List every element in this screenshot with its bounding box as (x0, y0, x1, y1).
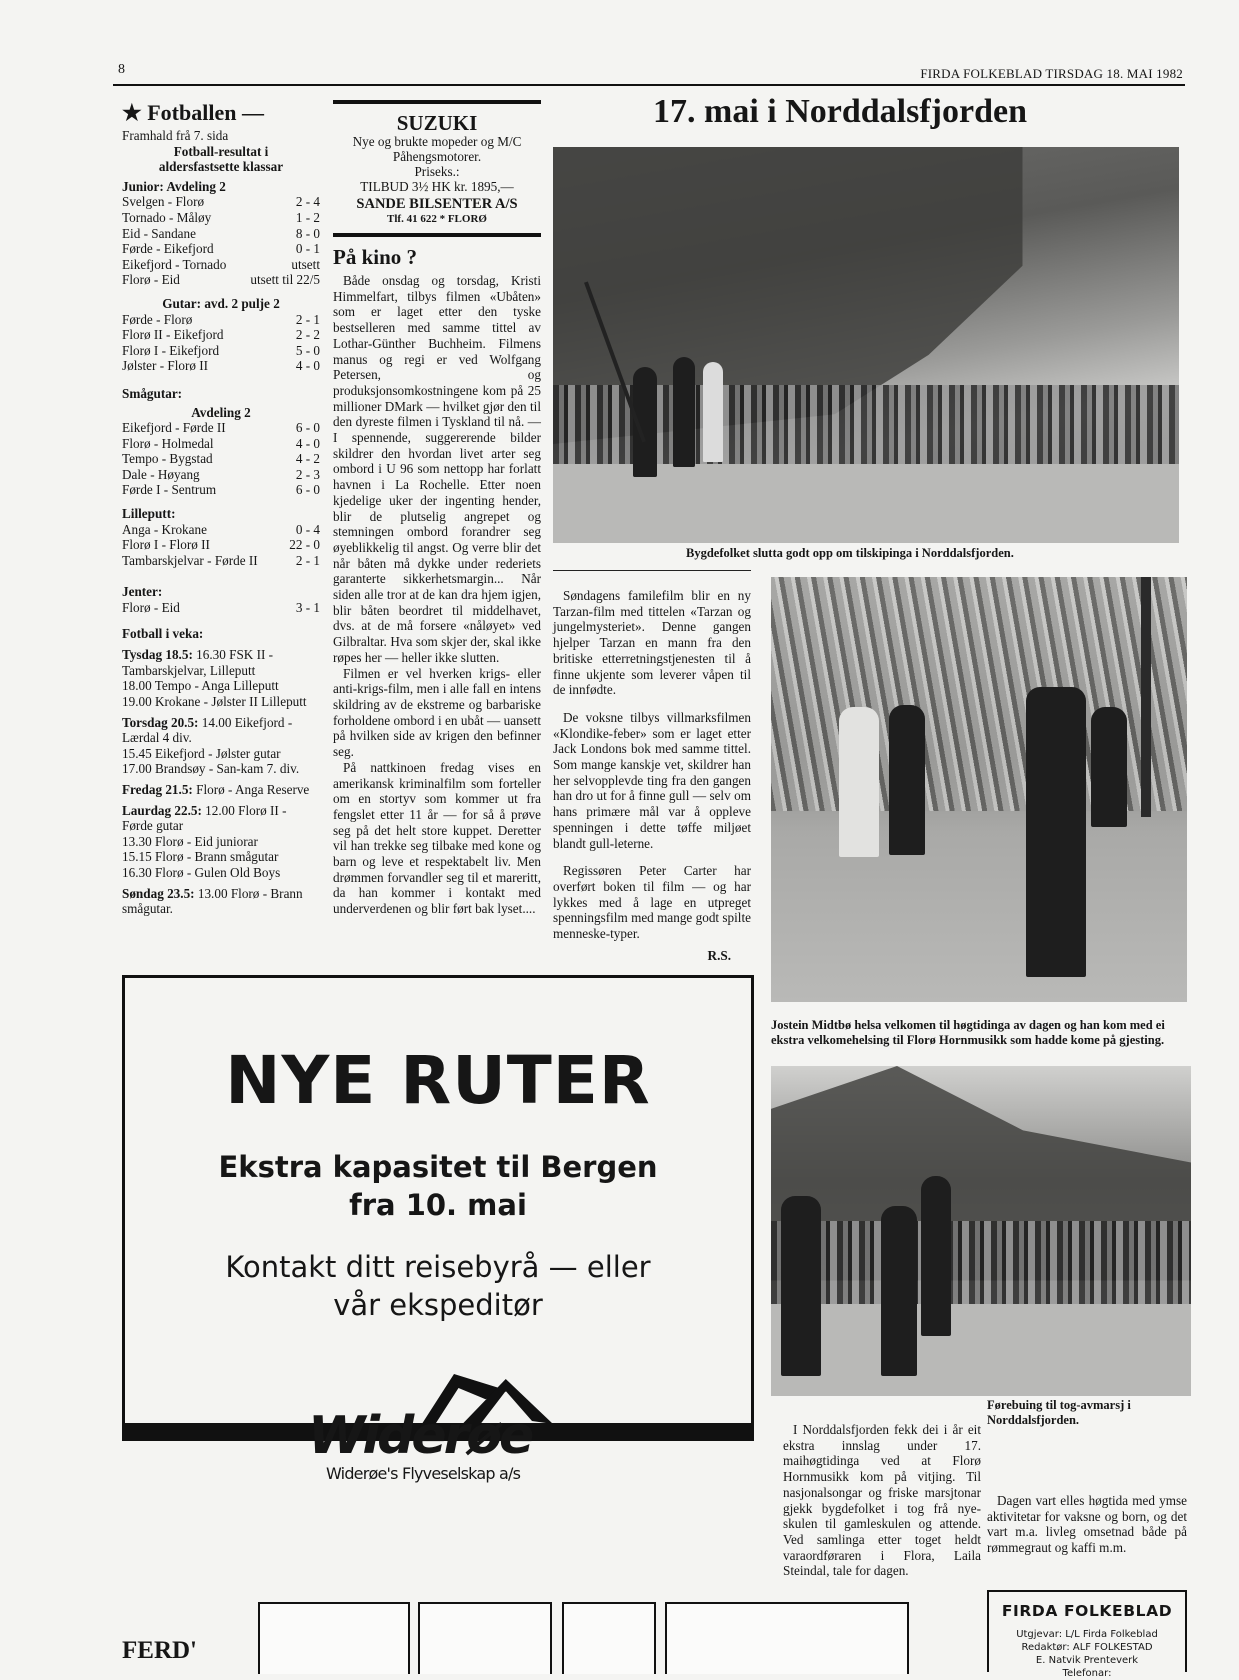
suzuki-line-3: Priseks.: (414, 164, 460, 179)
match-score: 8 - 0 (295, 225, 320, 241)
photo-caption-2: Jostein Midtbø helsa velkomen til høgtidinga av dagen og han kom med ei ekstra velkomehelsing til Florø Hornmusikk som hadde kome på gjesting. (771, 1018, 1165, 1047)
suzuki-ad (333, 100, 541, 237)
smagutar-subheading: Avdeling 2 (191, 404, 251, 420)
match-teams: Tempo - Bygstad (122, 451, 213, 467)
schedule-match: 19.00 Krokane - Jølster II Lilleputt (122, 694, 307, 709)
kino-title: På kino ? (333, 245, 418, 269)
match-score: 2 - 4 (295, 194, 320, 210)
match-score: 4 - 0 (295, 435, 320, 451)
comic-panel (258, 1602, 410, 1674)
match-teams: Eid - Sandane (122, 225, 196, 241)
match-score: 1 - 2 (295, 209, 320, 225)
continued-note: Framhald frå 7. sida (122, 128, 229, 143)
schedule-day (122, 886, 320, 917)
match-score: 4 - 0 (295, 358, 320, 374)
ad-line-3: Kontakt ditt reisebyrå — eller (225, 1250, 651, 1284)
comic-panel (665, 1602, 909, 1674)
mai17-paragraph: Dagen vart elles høgtida med ymse aktivitetar for vaksne og born, og det vart m.a. livleg omsetnad både på rømmegraut og kaffi m.m. (987, 1493, 1187, 1556)
mai17-article-continued (987, 1493, 1187, 1556)
schedule-match: 15.15 Florø - Brann smågutar (122, 849, 279, 865)
schedule-date: Fredag 21.5: (122, 781, 193, 797)
kino-article (333, 245, 541, 917)
result-row (122, 257, 320, 273)
match-score: 4 - 2 (295, 451, 320, 467)
result-row (122, 420, 320, 436)
header-rule (113, 84, 1185, 86)
results-subtitle-1: Fotball-resultat i (173, 143, 269, 159)
junior-heading: Junior: Avdeling 2 (122, 178, 226, 194)
wideroe-logo (298, 1374, 578, 1484)
result-row (122, 467, 320, 483)
match-teams: Florø I - Eikefjord (122, 342, 220, 358)
imprint-printer: E. Natvik Prenteverk (1035, 1655, 1139, 1666)
match-score: 3 - 1 (295, 600, 320, 616)
football-title: ★ Fotballen — (122, 100, 264, 125)
suzuki-phone: Tlf. 41 622 * FLORØ (387, 213, 487, 225)
ad-headline: NYE RUTER (225, 1042, 651, 1119)
match-teams: Florø I - Florø II (122, 537, 210, 553)
logo-company: Widerøe's Flyveselskap a/s (326, 1464, 521, 1483)
imprint-editor: Redaktør: ALF FOLKESTAD (1021, 1642, 1153, 1653)
mai17-headline: 17. mai i Norddalsfjorden (653, 93, 1027, 130)
match-score: 0 - 1 (295, 241, 320, 257)
schedule-text: 14.00 Eikefjord - Lærdal 4 div. (122, 714, 293, 746)
kino-paragraph: Filmen er vel hverken krigs- eller anti-krigs-film, men i alle fall en intens skildring av de ekstreme og barbariske forholdene ombord i en ubåt — uansett på hvilken side av krigen den befinner seg. (333, 665, 541, 760)
imprint-publisher: Utgjevar: L/L Firda Folkeblad (1016, 1629, 1158, 1640)
schedule-day (122, 647, 320, 709)
match-score: utsett (291, 256, 320, 272)
result-row (122, 553, 320, 569)
result-row (122, 272, 320, 288)
result-row (122, 226, 320, 242)
match-score: 22 - 0 (289, 537, 320, 553)
mai17-paragraph: I Norddalsfjorden fekk dei i år eit ekstra innslag under 17. maihøgtidinga ved at Florø Hornmusikk kom på vitjing. Til nasjonalsongar og friske marsjtonar gjekk bygdefolket i tog frå nye-skulen til gamleskulen og attende. Ved samlinga etter toget heldt varaordføraren i Flora, Laila Steindal, tale for dagen. (783, 1422, 981, 1579)
schedule-text: 16.30 FSK II - Tambarskjelvar, Lilleputt (122, 647, 274, 678)
result-row (122, 312, 320, 328)
schedule-match: 13.30 Florø - Eid juniorar (122, 833, 258, 849)
page-number: 8 (118, 62, 125, 77)
match-teams: Eikefjord - Tornado (122, 256, 227, 272)
match-teams: Jølster - Florø II (122, 358, 209, 374)
match-score: 5 - 0 (295, 342, 320, 358)
schedule-text: Florø - Anga Reserve (192, 781, 310, 797)
schedule-match: 17.00 Brandsøy - San-kam 7. div. (122, 761, 300, 777)
match-score: 2 - 1 (295, 311, 320, 327)
jenter-results (122, 600, 320, 616)
ad-line-2: fra 10. mai (349, 1188, 527, 1222)
week-heading: Fotball i veka: (122, 625, 204, 641)
gutar-heading: Gutar: avd. 2 pulje 2 (162, 295, 280, 311)
smagutar-heading: Smågutar: (122, 385, 183, 401)
match-score: 0 - 4 (295, 521, 320, 537)
ad-top-rule (333, 100, 541, 104)
match-score: 6 - 0 (295, 420, 320, 436)
match-score: 2 - 2 (295, 327, 320, 343)
match-teams: Florø - Eid (122, 272, 180, 288)
imprint-box (987, 1590, 1187, 1679)
kino-paragraph: Søndagens familefilm blir en ny Tarzan-film med tittelen «Tarzan og jungelmysteriet». Denne gangen hjelper Tarzan en mann fra den britiske etterretningstjenesten til å finne ukjente som leverer våpen til de innfødte. (553, 588, 751, 698)
match-score: 2 - 1 (295, 552, 320, 568)
schedule-match: 16.30 Florø - Gulen Old Boys (122, 864, 281, 880)
kino-paragraph: Både onsdag og torsdag, Kristi Himmelfart, tilbys filmen «Ubåten» som er laget etter den tyske bestselleren med samme tittel av Lothar-Günther Buchheim. Filmens manus og regi er ved Wolfgang Petersen, og produksjonsomkostningene kom på 25 millioner DMark — hvilket gjør den til den dyreste filmen i Tyskland til nå. — I spennende, suggererende bilder skildrer den hvordan livet arter seg ombord i U 96 som nettopp har forlatt havnen i La Rochelle. Etter noen kjedelige uker der ingenting hender, blir de plutselig angrepet og stemningen ombord forandrer seg øyeblikkelig til angst. Og verre blir det når båten må dykke under rederiets garanterte sikkerhetsmargin... Når siden alle tror at de kan dra hjem igjen, blir båten beordret til middelhavet, dvs. at de må forsere «nåløyet» ved Gilbraltar. Hva som skjer der, skal ikke røpes her — heller ikke slutten. (333, 273, 541, 665)
ad-line-4: vår ekspeditør (333, 1288, 543, 1322)
photo-caption-3: Førebuing til tog-avmarsj i Norddalsfjorden. (987, 1398, 1131, 1427)
schedule-date: Tysdag 18.5: (122, 647, 193, 663)
lilleputt-results (122, 522, 320, 569)
match-teams: Florø - Eid (122, 600, 180, 616)
week-schedule (122, 647, 320, 917)
match-score: 6 - 0 (295, 482, 320, 498)
kino-continued (553, 588, 751, 963)
kino-paragraph: De voksne tilbys villmarksfilmen «Klondike-feber» som er laget etter Jack Londons bok med samme tittel. Som mange kanskje vet, skildrer han her selvopplevde ting fra den gangen han dro ut for å finne gull — selv om hans primære mål var å oppleve spenningen i dette tøffe miljøet blandt gull-leterne. (553, 709, 751, 851)
schedule-day (122, 715, 320, 777)
mai17-article (783, 1422, 981, 1579)
match-teams: Eikefjord - Førde II (122, 420, 226, 436)
schedule-date: Laurdag 22.5: (122, 802, 202, 818)
match-teams: Tambarskjelvar - Førde II (122, 552, 258, 568)
football-column (122, 100, 320, 922)
speaker-photo (771, 577, 1187, 1002)
result-row (122, 358, 320, 374)
result-row (122, 482, 320, 498)
result-row (122, 241, 320, 257)
match-score: utsett til 22/5 (250, 272, 320, 288)
lilleputt-heading: Lilleputt: (122, 506, 176, 522)
kino-paragraph: På nattkinoen fredag vises en amerikansk kriminalfilm som forteller om en stortyv som kommer ut fra fengslet etter 11 år — for så å prøve seg på det helt store kuppet. Deretter vil han trekke seg tilbake med kone og barn og leve et respektabelt liv. Men drømmen forvandler seg til et mareritt, da han kommer i kontakt med underverdenen og blir ført bak lyset.... (333, 759, 541, 917)
comic-panel (562, 1602, 656, 1674)
column-rule (553, 570, 751, 571)
match-teams: Svelgen - Florø (122, 194, 205, 210)
match-teams: Florø - Holmedal (122, 435, 214, 451)
result-row (122, 210, 320, 226)
comic-title: FERD' (122, 1637, 197, 1664)
parade-photo (553, 147, 1179, 543)
match-teams: Førde - Florø (122, 311, 193, 327)
schedule-text: 12.00 Florø II - Førde gutar (122, 802, 287, 834)
imprint-name: FIRDA FOLKEBLAD (1001, 1602, 1173, 1620)
suzuki-brand: SUZUKI (396, 111, 478, 135)
kino-signature: R.S. (707, 947, 731, 963)
suzuki-line-1: Nye og brukte mopeder og M/C (352, 134, 522, 149)
match-teams: Tornado - Måløy (122, 209, 212, 225)
comic-panel (418, 1602, 552, 1674)
results-subtitle-2: aldersfastsette klassar (158, 159, 284, 175)
match-score: 2 - 3 (295, 466, 320, 482)
band-photo (771, 1066, 1191, 1396)
wideroe-ad (122, 975, 754, 1483)
result-row (122, 194, 320, 210)
suzuki-line-2: Påhengsmotorer. (392, 149, 482, 164)
match-teams: Dale - Høyang (122, 466, 200, 482)
photo-caption-1: Bygdefolket slutta godt opp om tilskipinga i Norddalsfjorden. (686, 546, 1014, 560)
masthead: FIRDA FOLKEBLAD TIRSDAG 18. MAI 1982 (920, 66, 1183, 81)
result-row (122, 327, 320, 343)
schedule-text: 13.00 Florø - Brann smågutar. (122, 885, 303, 917)
smagutar-results (122, 420, 320, 498)
result-row (122, 451, 320, 467)
schedule-date: Søndag 23.5: (122, 885, 195, 901)
jenter-heading: Jenter: (122, 584, 163, 600)
result-row (122, 537, 320, 553)
schedule-day (122, 782, 320, 798)
imprint-phone-label: Telefonar: (1062, 1668, 1112, 1679)
match-teams: Førde - Eikefjord (122, 241, 214, 257)
result-row (122, 436, 320, 452)
match-teams: Førde I - Sentrum (122, 482, 217, 498)
result-row (122, 600, 320, 616)
schedule-day (122, 803, 320, 881)
ad-bottom-rule (333, 233, 541, 237)
schedule-match: 18.00 Tempo - Anga Lilleputt (122, 678, 279, 694)
logo-wordmark: Widerøe (308, 1406, 532, 1466)
ad-line-1: Ekstra kapasitet til Bergen (218, 1150, 658, 1184)
schedule-date: Torsdag 20.5: (122, 714, 199, 730)
match-teams: Florø II - Eikefjord (122, 327, 224, 343)
suzuki-line-4: TILBUD 3½ HK kr. 1895,— (360, 179, 514, 194)
result-row (122, 343, 320, 359)
suzuki-dealer: SANDE BILSENTER A/S (356, 196, 518, 212)
junior-results (122, 194, 320, 288)
schedule-match: 15.45 Eikefjord - Jølster gutar (122, 745, 281, 761)
result-row (122, 522, 320, 538)
kino-paragraph: Regissøren Peter Carter har overført boken til film — og har lykkes med å lage en utpreget spenningsfilm med mange godt spilte menneske-typer. (553, 863, 751, 942)
gutar-results (122, 312, 320, 374)
match-teams: Anga - Krokane (122, 521, 207, 537)
